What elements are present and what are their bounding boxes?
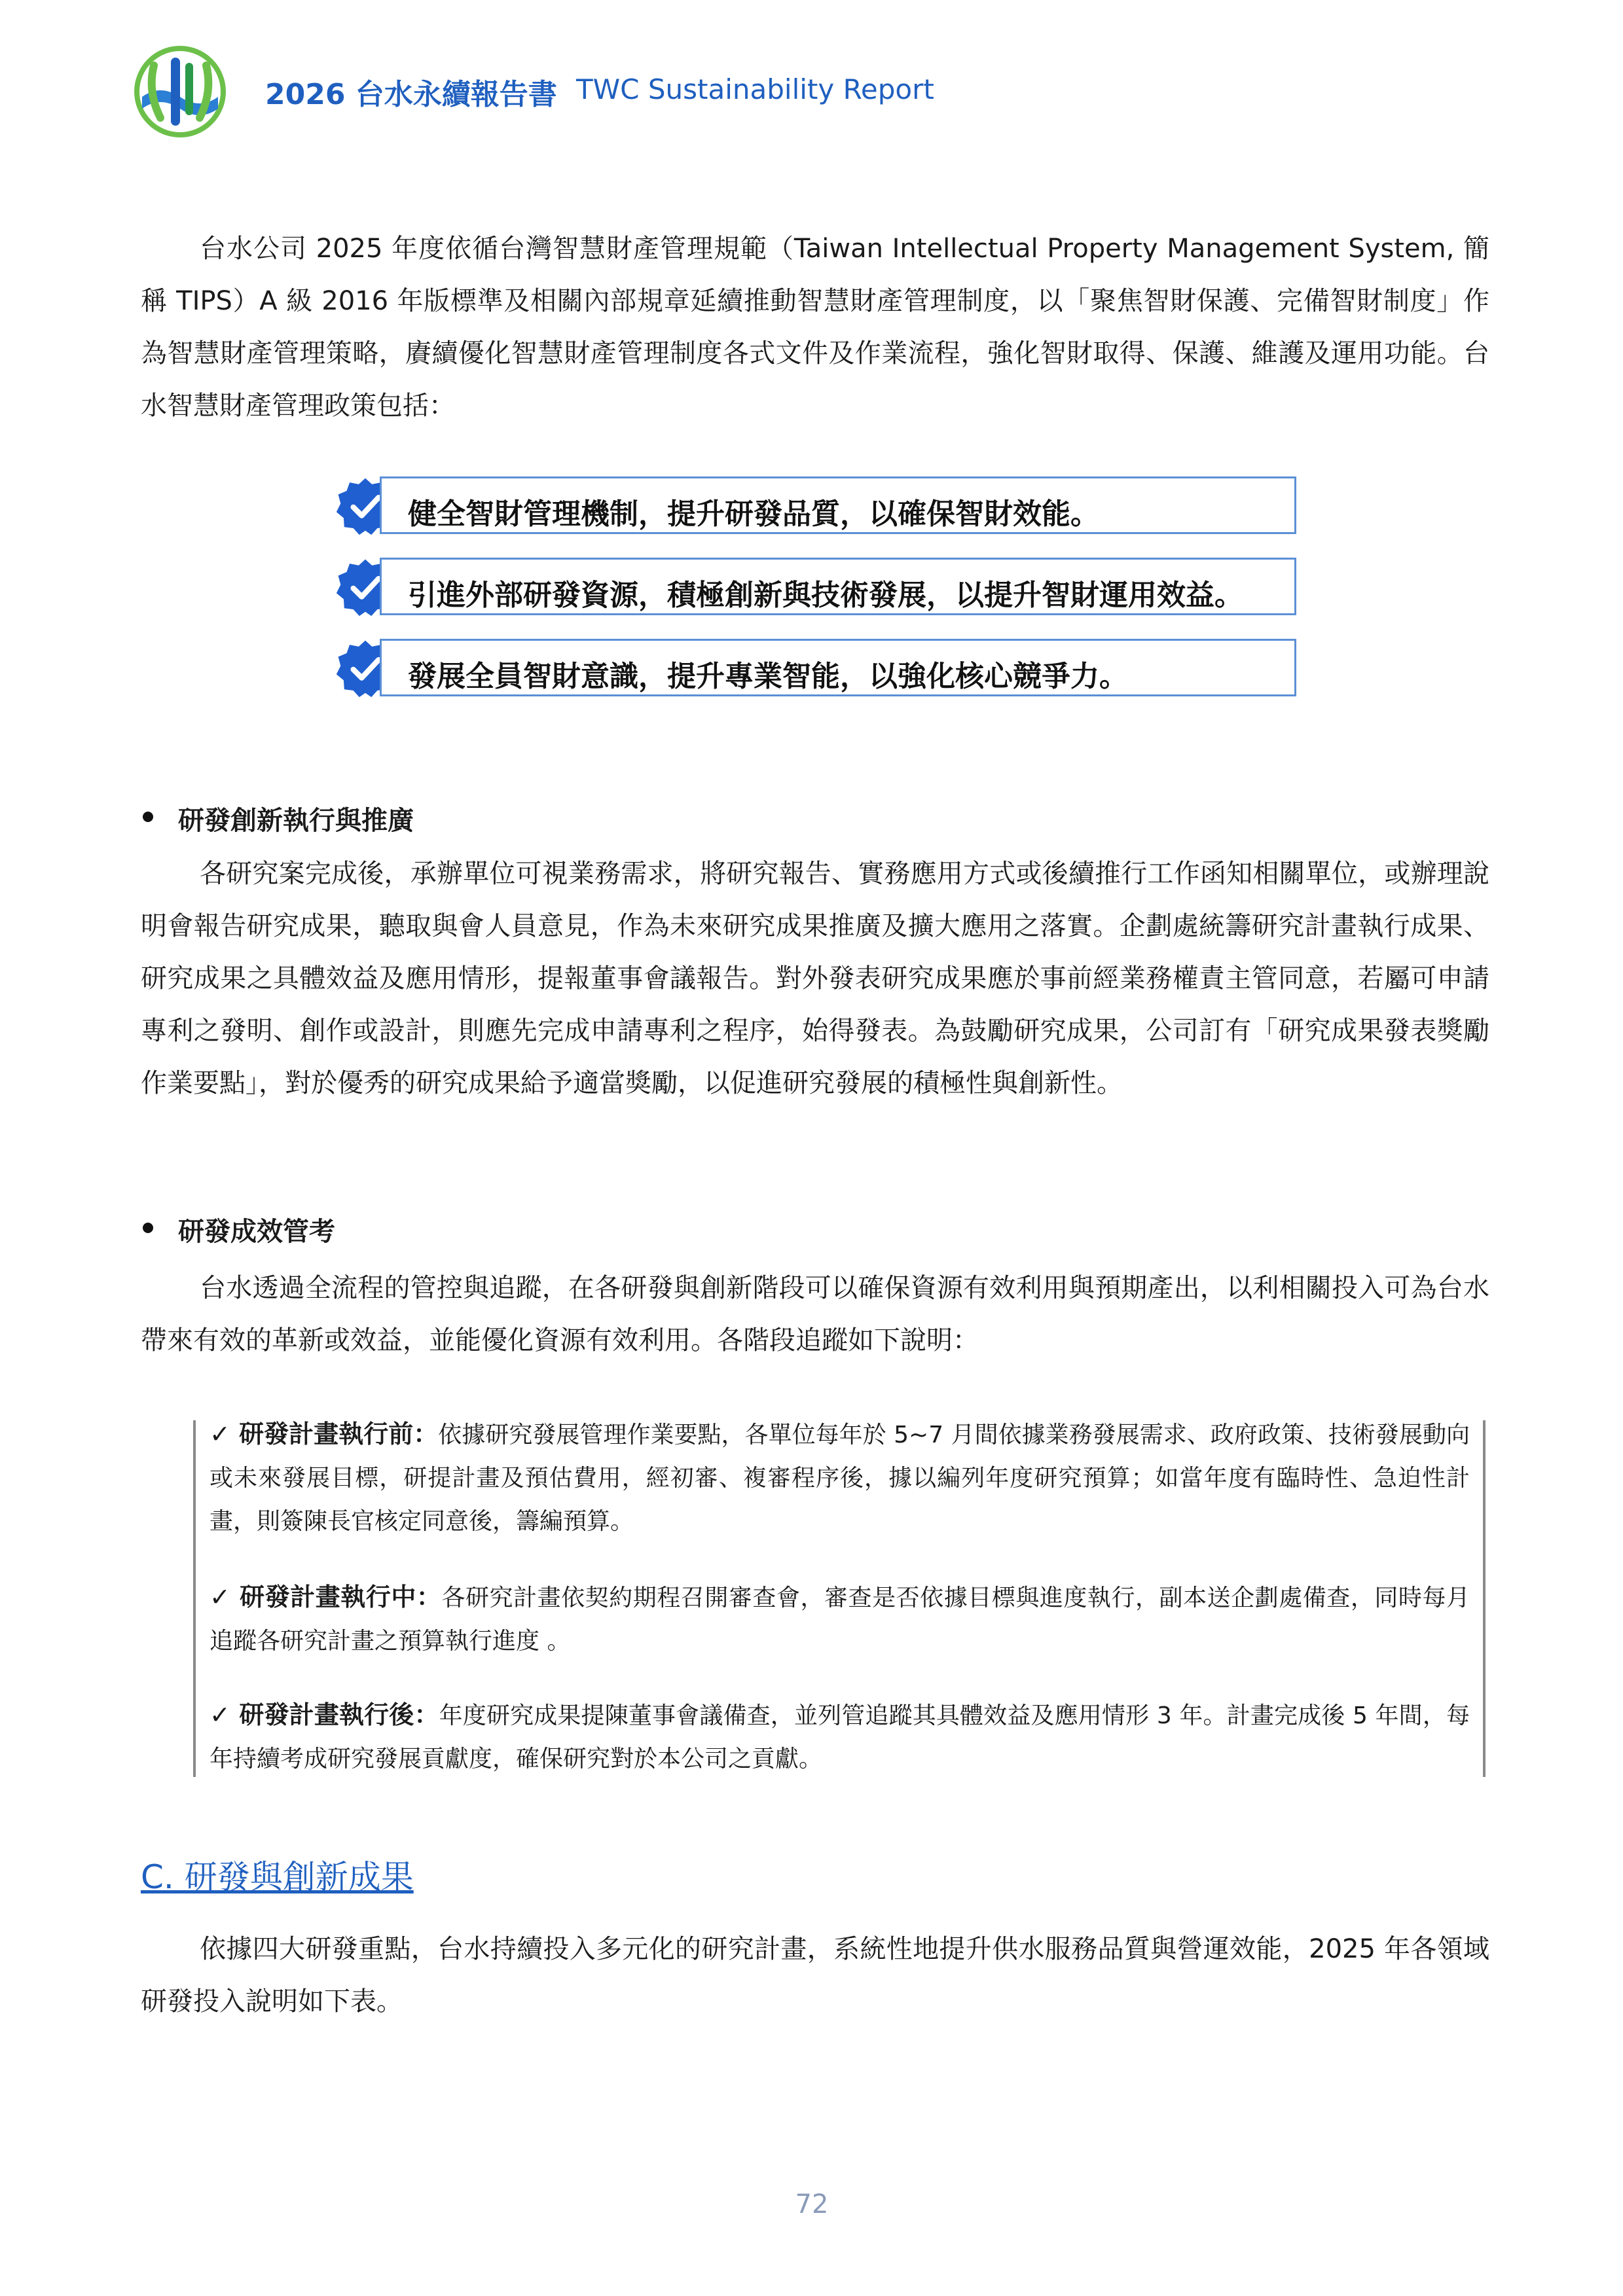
tracking-item-head: ✓ 研發計畫執行前： bbox=[210, 1420, 439, 1448]
bullet-icon bbox=[143, 1223, 153, 1233]
tracking-item-text: 年度研究成果提陳董事會議備查，並列管追蹤其具體效益及應用情形 3 年。計畫完成後 5 年間，每年持續考成研究發展貢獻度，確保研究對於本公司之貢獻。 bbox=[210, 1702, 1470, 1772]
policy-box-1 bbox=[380, 476, 1296, 534]
tracking-item-head: ✓ 研發計畫執行後： bbox=[210, 1700, 439, 1729]
bullet-icon bbox=[143, 812, 153, 822]
intro-paragraph: 台水公司 2025 年度依循台灣智慧財產管理規範（Taiwan Intellectual Property Management System, 簡稱 TIPS）A 級 2016 年版標準及相關內部規章延續推動智慧財產管理制度，以「聚焦智財保護、完備智財制度」作為智慧財產管理策略，賡續優化智慧財產管理制度各式文件及作業流程，強化智財取得、保護、維護及運用功能。台水智慧財產管理政策包括： bbox=[141, 234, 1489, 421]
policy-text: 健全智財管理機制，提升研發品質，以確保智財效能。 bbox=[408, 497, 1099, 531]
control-paragraph: 台水透過全流程的管控與追蹤，在各研發與創新階段可以確保資源有效利用與預期產出，以利相關投入可為台水帶來有效的革新或效益，並能優化資源有效利用。各階段追蹤如下說明： bbox=[141, 1273, 1489, 1355]
tracking-box-right-border bbox=[1483, 1420, 1486, 1777]
tracking-item-after bbox=[210, 1693, 1470, 1781]
section-c-paragraph: 依據四大研發重點，台水持續投入多元化的研究計畫，系統性地提升供水服務品質與營運效能，2025 年各領域研發投入說明如下表。 bbox=[141, 1934, 1489, 2017]
twc-logo-icon bbox=[134, 46, 226, 137]
report-title: 2026 台水永續報告書 bbox=[265, 78, 557, 111]
tracking-item-head: ✓ 研發計畫執行中： bbox=[210, 1583, 442, 1611]
policy-box-3 bbox=[380, 639, 1296, 696]
tracking-item-text: 依據研究發展管理作業要點，各單位每年於 5~7 月間依據業務發展需求、政府政策、技術發展動向或未來發展目標，研提計畫及預估費用，經初審、複審程序後，據以編列年度研究預算；如當年度有臨時性、急迫性計畫，則簽陳長官核定同意後，籌編預算。 bbox=[210, 1422, 1470, 1535]
policy-text: 引進外部研發資源，積極創新與技術發展，以提升智財運用效益。 bbox=[408, 579, 1243, 612]
policy-box-2 bbox=[380, 558, 1296, 615]
tracking-item-text: 各研究計畫依契約期程召開審查會，審查是否依據目標與進度執行，副本送企劃處備查，同時每月追蹤各研究計畫之預算執行進度 。 bbox=[210, 1585, 1470, 1655]
tracking-box-left-border bbox=[193, 1420, 196, 1777]
policy-text: 發展全員智財意識，提升專業智能，以強化核心競爭力。 bbox=[408, 660, 1128, 693]
page-number: 72 bbox=[795, 2189, 829, 2219]
promotion-paragraph: 各研究案完成後，承辦單位可視業務需求，將研究報告、實務應用方式或後續推行工作函知相關單位，或辦理說明會報告研究成果，聽取與會人員意見，作為未來研究成果推廣及擴大應用之落實。企劃處統籌研究計畫執行成果、研究成果之具體效益及應用情形，提報董事會議報告。對外發表研究成果應於事前經業務權責主管同意，若屬可申請專利之發明、創作或設計，則應先完成申請專利之程序，始得發表。為鼓勵研究成果，公司訂有「研究成果發表獎勵作業要點」，對於優秀的研究成果給予適當獎勵，以促進研究發展的積極性與創新性。 bbox=[141, 859, 1489, 1098]
section-heading-c: C. 研發與創新成果 bbox=[141, 1858, 414, 1896]
tracking-item-during bbox=[210, 1575, 1470, 1663]
tracking-item-before bbox=[210, 1412, 1470, 1543]
section-label-control: 研發成效管考 bbox=[178, 1217, 335, 1247]
report-subtitle: TWC Sustainability Report bbox=[576, 73, 934, 105]
section-label-promotion: 研發創新執行與推廣 bbox=[178, 806, 414, 836]
